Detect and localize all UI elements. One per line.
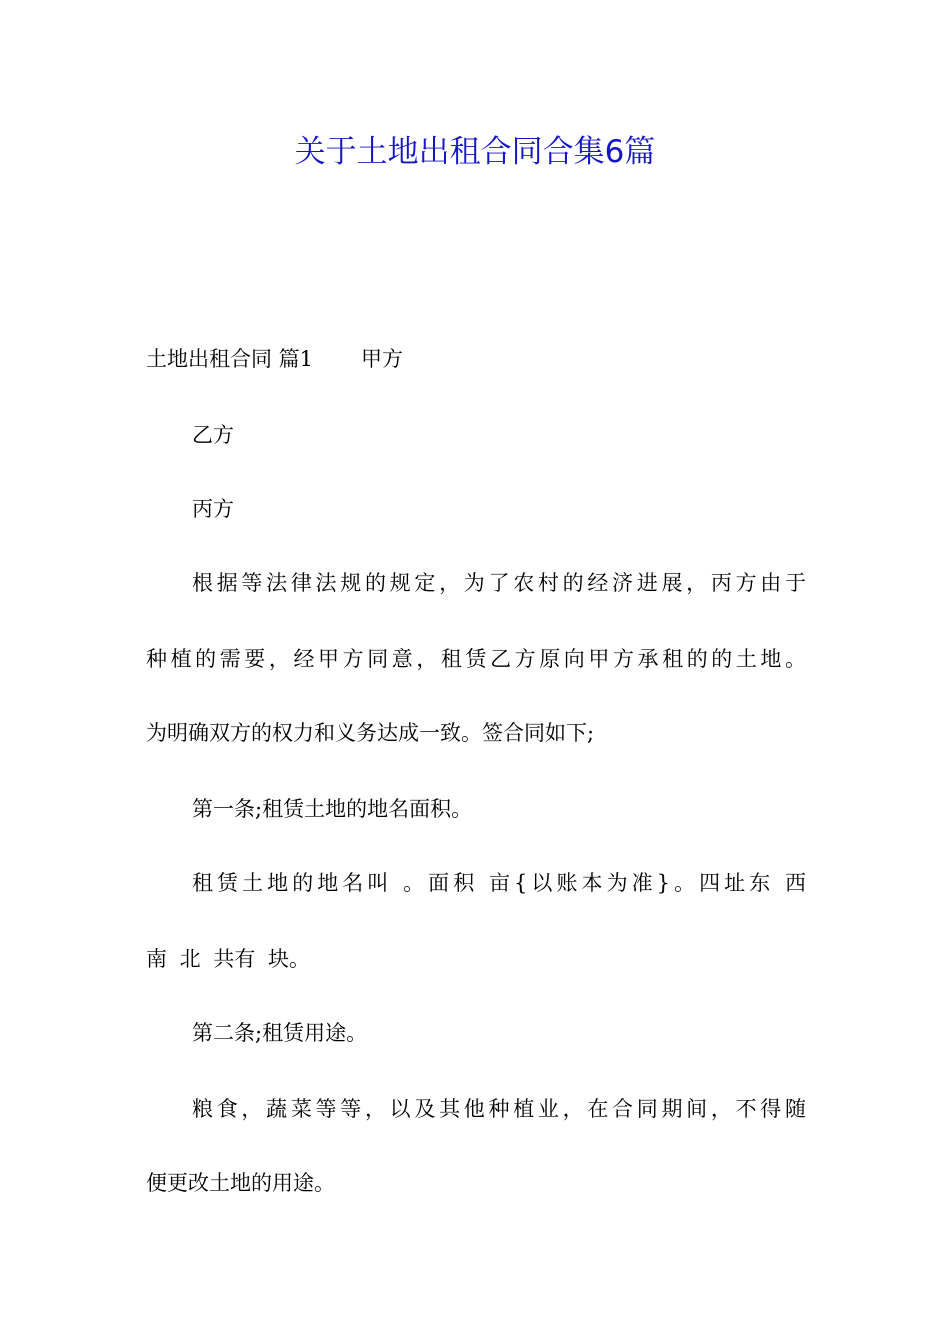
- article-heading: 第一条;租赁土地的地名面积。: [192, 797, 473, 821]
- paragraph-line: 租赁土地的地名叫 。面积 亩{以账本为准}。四址东 西: [192, 871, 806, 895]
- paragraph-line: 为明确双方的权力和义务达成一致。签合同如下;: [146, 721, 595, 745]
- article-heading: 第二条;租赁用途。: [192, 1021, 368, 1045]
- paragraph-line: 种植的需要，经甲方同意，租赁乙方原向甲方承租的的土地。: [146, 647, 806, 671]
- paragraph-line: 便更改土地的用途。: [146, 1171, 335, 1195]
- party-c-label: 丙方: [192, 497, 234, 521]
- party-a-label: 甲方: [361, 347, 404, 371]
- section-heading: 土地出租合同 篇1: [146, 347, 314, 371]
- paragraph-line: 根据等法律法规的规定，为了农村的经济进展，丙方由于: [192, 571, 806, 595]
- section-heading-line: [146, 344, 806, 374]
- paragraph-line: 南 北 共有 块。: [146, 947, 311, 971]
- party-b-label: 乙方: [192, 423, 234, 447]
- document-title: 关于土地出租合同合集6篇: [294, 134, 656, 170]
- paragraph-line: 粮食，蔬菜等等，以及其他种植业，在合同期间，不得随: [192, 1097, 806, 1121]
